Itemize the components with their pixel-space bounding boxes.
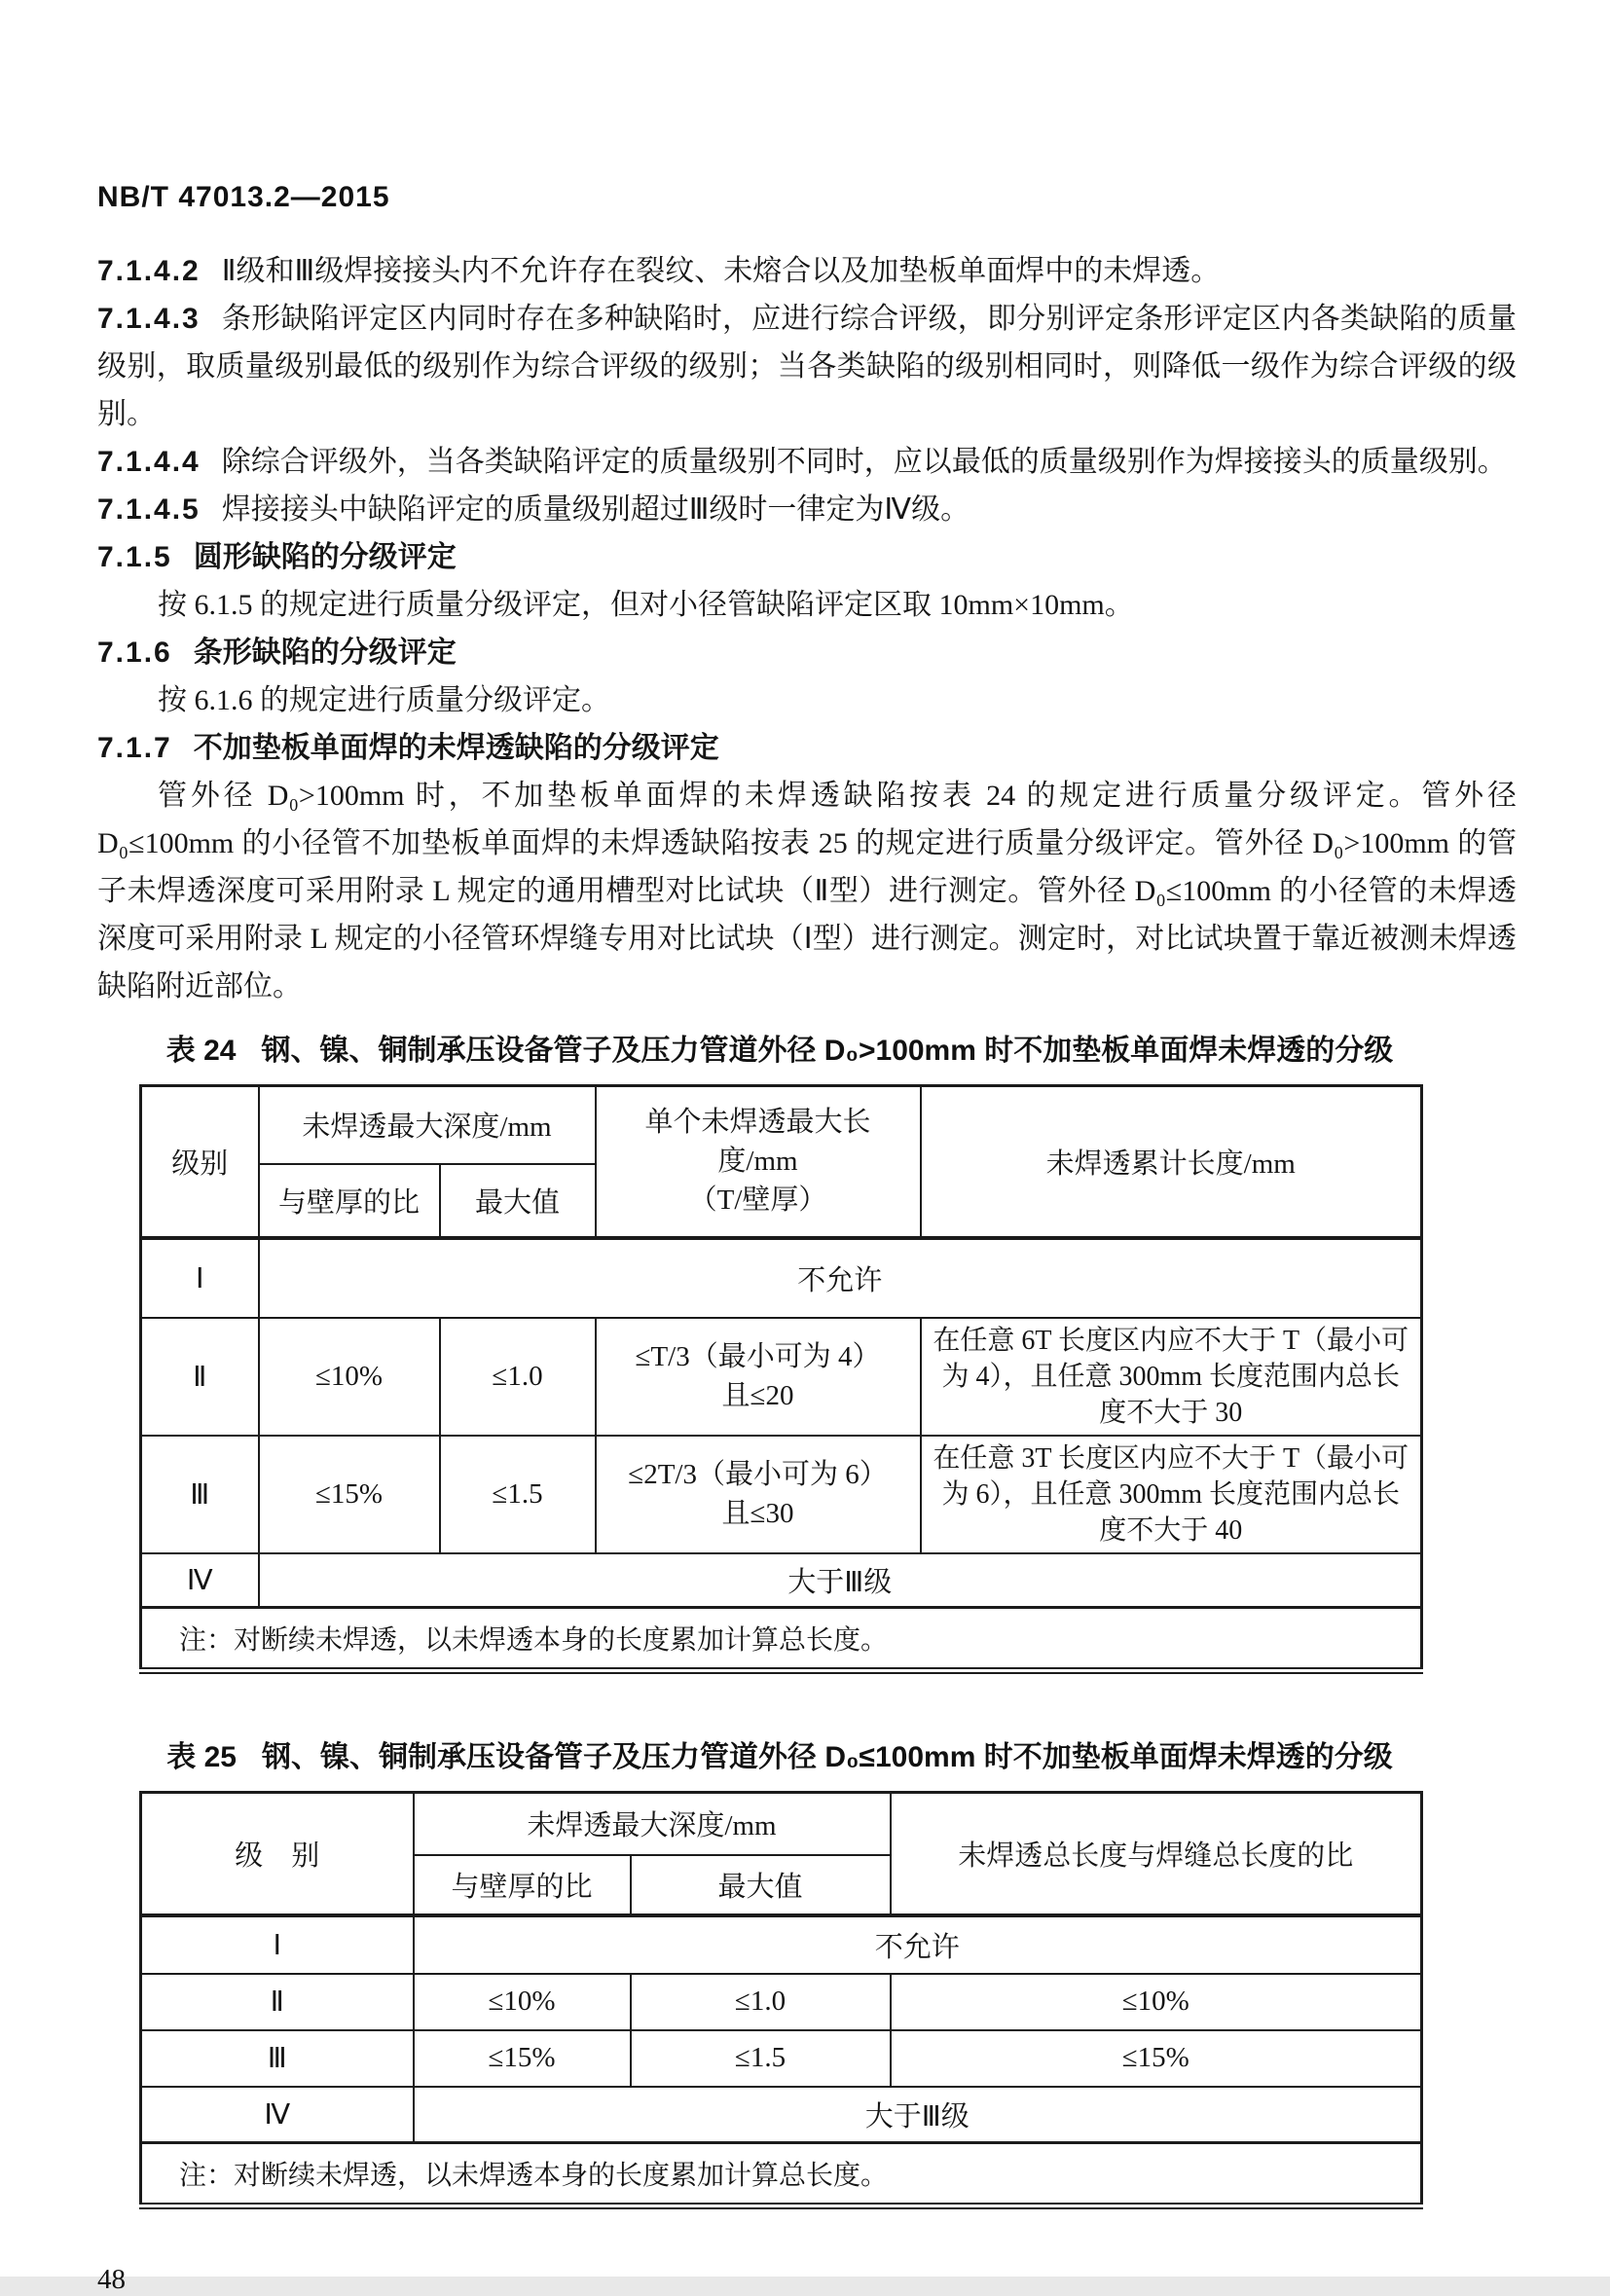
cell-level: Ⅲ [141,2030,414,2087]
cell-ratio: ≤10% [414,1974,631,2030]
clause-text: 除综合评级外，当各类缺陷评定的质量级别不同时，应以最低的质量级别作为焊接接头的质量级别。 [221,446,1507,478]
clause-heading-7-1-7 [97,724,1517,772]
cell-level: Ⅱ [141,1974,414,2030]
clause-heading-text: 不加垫板单面焊的未焊透缺陷的分级评定 [193,732,719,764]
cell-ratio: ≤10% [259,1318,440,1436]
clause-text: 焊接接头中缺陷评定的质量级别超过Ⅲ级时一律定为Ⅳ级。 [221,493,970,526]
cell-not-allowed: 不允许 [414,1915,1422,1974]
cell-level: Ⅳ [141,1553,259,1608]
cell-single-max-line2: 且≤30 [721,1498,794,1529]
clause-7-1-6-body [97,676,1517,724]
cell-single-max-line1: ≤T/3（最小可为 4） [635,1341,881,1372]
cell-level: Ⅳ [141,2087,414,2143]
table-24-note-row [141,1608,1422,1671]
header-level: 级 别 [141,1793,414,1915]
table-row-grade-4 [141,1553,1422,1608]
header-ratio-to-thickness: 与壁厚的比 [259,1164,440,1238]
cell-ratio: ≤15% [259,1436,440,1553]
table-25-caption [139,1732,1420,1775]
table-row-grade-4 [141,2087,1422,2143]
table-row-grade-2 [141,1318,1422,1436]
header-single-max-length-line1: 单个未焊透最大长度/mm [644,1107,871,1178]
clause-number: 7.1.6 [97,637,172,669]
header-single-max-length [596,1086,921,1238]
cell-single-max-line1: ≤2T/3（最小可为 6） [628,1459,888,1490]
clause-body [97,247,1517,1010]
table-25-header [141,1793,1422,1915]
standard-number: NB/T 47013.2—2015 [97,181,390,213]
header-total-length-ratio: 未焊透总长度与焊缝总长度的比 [891,1793,1422,1915]
cell-total-ratio: ≤15% [891,2030,1422,2087]
cell-total-ratio: ≤10% [891,1974,1422,2030]
table-25-caption-title: 钢、镍、铜制承压设备管子及压力管道外径 D₀≤100mm 时不加垫板单面焊未焊透的分级 [261,1741,1393,1773]
clause-7-1-4-3 [97,295,1517,438]
cell-single-max [596,1318,921,1436]
clause-number: 7.1.5 [97,541,172,573]
table-24-caption-title: 钢、镍、铜制承压设备管子及压力管道外径 D₀>100mm 时不加垫板单面焊未焊透的分级 [261,1035,1394,1067]
clause-7-1-4-4 [97,438,1517,486]
clause-number: 7.1.4.5 [97,493,201,526]
table-24-header [141,1086,1422,1238]
header-single-max-length-line2: （T/壁厚） [688,1184,827,1217]
clause-7-1-4-5 [97,486,1517,533]
clause-heading-7-1-5 [97,533,1517,581]
header-level: 级别 [141,1086,259,1238]
header-ratio-to-thickness: 与壁厚的比 [414,1855,631,1915]
cell-max: ≤1.5 [631,2030,891,2087]
header-max-value: 最大值 [440,1164,596,1238]
clause-7-1-7-body [97,772,1517,1010]
table-row-grade-1 [141,1238,1422,1318]
clause-7-1-4-2 [97,247,1517,295]
cell-max: ≤1.5 [440,1436,596,1553]
page-number: 48 [97,2264,126,2295]
table-note: 注：对断续未焊透，以未焊透本身的长度累加计算总长度。 [141,2143,1422,2206]
cell-level: Ⅰ [141,1238,259,1318]
cell-single-max [596,1436,921,1553]
cell-exceeds-grade-3: 大于Ⅲ级 [414,2087,1422,2143]
table-25 [139,1791,1423,2209]
clause-heading-text: 圆形缺陷的分级评定 [193,541,457,573]
cell-not-allowed: 不允许 [259,1238,1422,1318]
cell-ratio: ≤15% [414,2030,631,2087]
clause-7-1-5-body [97,581,1517,629]
table-24 [139,1084,1423,1674]
header-max-value: 最大值 [631,1855,891,1915]
table-row-grade-3 [141,1436,1422,1553]
table-row-grade-2 [141,1974,1422,2030]
clause-number: 7.1.4.4 [97,446,201,478]
clause-text: 按 6.1.5 的规定进行质量分级评定，但对小径管缺陷评定区取 10mm×10mm。 [158,589,1134,621]
cell-cumulative: 在任意 6T 长度区内应不大于 T（最小可为 4），且任意 300mm 长度范围内总长度不大于 30 [921,1318,1422,1436]
table-row-grade-1 [141,1915,1422,1974]
cell-level: Ⅲ [141,1436,259,1553]
cell-exceeds-grade-3: 大于Ⅲ级 [259,1553,1422,1608]
table-row-grade-3 [141,2030,1422,2087]
cell-max: ≤1.0 [631,1974,891,2030]
clause-text: 按 6.1.6 的规定进行质量分级评定。 [158,684,610,716]
clause-number: 7.1.4.3 [97,303,201,335]
header-depth-group: 未焊透最大深度/mm [259,1086,596,1164]
clause-heading-7-1-6 [97,629,1517,676]
cell-max: ≤1.0 [440,1318,596,1436]
clause-heading-text: 条形缺陷的分级评定 [193,637,457,669]
clause-number: 7.1.7 [97,732,172,764]
clause-text: 条形缺陷评定区内同时存在多种缺陷时，应进行综合评级，即分别评定条形评定区内各类缺陷的质量级别，取质量级别最低的级别作为综合评级的级别；当各类缺陷的级别相同时，则降低一级作为综合评级的级别。 [97,303,1517,430]
clause-text: 管外径 D₀>100mm 时，不加垫板单面焊的未焊透缺陷按表 24 的规定进行质量分级评定。管外径 D₀≤100mm 的小径管不加垫板单面焊的未焊透缺陷按表 25 的规定进行质量分级评定。管外径 D₀>100mm 的管子未焊透深度可采用附录 L 规定的通用槽型对比试块（Ⅱ型）进行测定。管外径 D₀≤100mm 的小径管的未焊透深度可采用附录 L 规定的小径管环焊缝专用对比试块（Ⅰ型）进行测定。测定时，对比试块置于靠近被测未焊透缺陷附近部位。 [97,780,1517,1002]
clause-text: Ⅱ级和Ⅲ级焊接接头内不允许存在裂纹、未熔合以及加垫板单面焊中的未焊透。 [221,255,1221,287]
cell-single-max-line2: 且≤20 [721,1380,794,1411]
header-cumulative-length: 未焊透累计长度/mm [921,1086,1422,1238]
table-note: 注：对断续未焊透，以未焊透本身的长度累加计算总长度。 [141,1608,1422,1671]
cell-cumulative: 在任意 3T 长度区内应不大于 T（最小可为 6），且任意 300mm 长度范围内总长度不大于 40 [921,1436,1422,1553]
table-24-caption [139,1026,1420,1069]
header-depth-group: 未焊透最大深度/mm [414,1793,891,1855]
cell-level: Ⅰ [141,1915,414,1974]
table-25-caption-label: 表 25 [166,1741,237,1773]
table-25-note-row [141,2143,1422,2206]
clause-number: 7.1.4.2 [97,255,201,287]
table-24-caption-label: 表 24 [165,1035,237,1067]
cell-level: Ⅱ [141,1318,259,1436]
